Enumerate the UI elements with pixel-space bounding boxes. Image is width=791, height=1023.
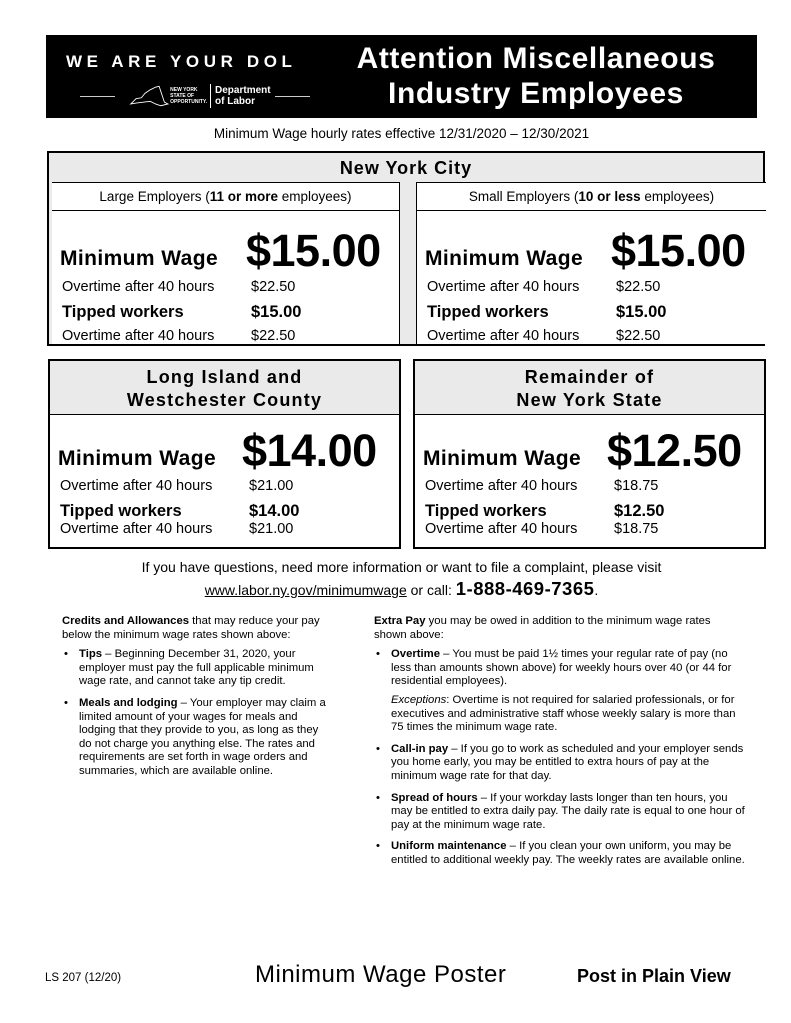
list-item (374, 792, 746, 833)
overtime-label: Overtime after 40 hours (427, 279, 580, 295)
min-wage-value: $15.00 (246, 225, 381, 276)
min-wage-row (423, 423, 753, 475)
contact-info (46, 557, 757, 601)
list-item (374, 840, 746, 867)
exceptions-label: Exceptions (391, 693, 447, 706)
region-title (50, 361, 399, 415)
bullet-icon: • (376, 840, 380, 853)
logo-divider-right (275, 96, 310, 97)
region-title-line1: Long Island and (146, 367, 303, 387)
list-item (374, 648, 746, 735)
contact-line: If you have questions, need more information or want to file a complaint, please visit (141, 559, 662, 575)
item-text: – If you clean your own uniform, you may be entitled to additional weekly pay. The weekly rates are available online. (391, 840, 745, 866)
logo-divider-left (80, 96, 115, 97)
overtime-value: $18.75 (614, 478, 659, 494)
credits-allowances-column (62, 615, 327, 787)
nyc-small-wage-panel (416, 210, 766, 344)
region-title-line2: New York State (516, 390, 663, 410)
bullet-icon: • (376, 742, 380, 755)
tipped-label: Tipped workers (62, 303, 184, 321)
logo-state-text: NEW YORK STATE OF OPPORTUNITY. (170, 87, 208, 105)
item-title: Tips (79, 648, 103, 661)
extra-pay-intro-text: you may be owed in addition to the minimum wage rates shown above: (374, 615, 711, 641)
tipped-label: Tipped workers (425, 502, 547, 520)
logo-dept-text: Department of Labor (215, 85, 271, 107)
overtime-label: Overtime after 40 hours (425, 478, 578, 494)
min-wage-value: $12.50 (607, 425, 742, 476)
nyc-title: New York City (339, 158, 473, 178)
min-wage-row (425, 223, 755, 275)
or-call-text: or call: (406, 582, 456, 598)
item-text: – Beginning December 31, 2020, your employer must pay the full applicable minimum wage rate, and cannot take any tip credit. (79, 648, 314, 688)
poster-title-line1: Attention Miscellaneous (356, 42, 716, 75)
overtime-value: $21.00 (249, 478, 294, 494)
tipped-overtime-value: $22.50 (616, 328, 661, 344)
tipped-overtime-value: $22.50 (251, 328, 296, 344)
nyc-section (47, 151, 765, 346)
poster-title-line2: Industry Employees (388, 77, 684, 110)
min-wage-row (58, 423, 388, 475)
header-text: employees) (278, 189, 352, 204)
form-code: LS 207 (12/20) (45, 972, 122, 984)
item-title: Overtime (391, 648, 440, 661)
tipped-value: $12.50 (614, 502, 665, 520)
large-employers-header (52, 182, 400, 210)
tipped-value: $15.00 (616, 303, 667, 321)
nyc-large-wage-panel (52, 210, 400, 344)
overtime-label: Overtime after 40 hours (60, 478, 213, 494)
tipped-overtime-label: Overtime after 40 hours (60, 521, 213, 537)
tipped-value: $15.00 (251, 303, 302, 321)
item-text: – You must be paid 1½ times your regular rate of pay (no less than amounts shown above) for weekly hours over 40 (or 44 for residential employees). (391, 648, 732, 688)
phone-number: 1-888-469-7365 (455, 578, 595, 599)
nys-dol-logo (80, 82, 310, 110)
header-text: Small Employers ( (468, 189, 579, 204)
header-banner (46, 35, 757, 118)
bullet-icon: • (376, 791, 380, 804)
item-text: – If your workday lasts longer than ten hours, you may be entitled to extra daily pay. The daily rate is equal to one hour of pay at the minimum wage rate. (391, 791, 745, 831)
list-item (62, 648, 327, 689)
min-wage-value: $15.00 (611, 225, 746, 276)
new-york-state-outline-icon (129, 83, 170, 109)
remainder-of-state-section (413, 359, 766, 549)
min-wage-label: Minimum Wage (423, 447, 582, 470)
long-island-westchester-section (48, 359, 401, 549)
logo-separator (210, 84, 211, 108)
exceptions-text: : Overtime is not required for salaried professionals, or for executives and administrative staff whose weekly salary is more than 75 times the minimum wage rate. (391, 693, 736, 734)
dol-tagline: WE ARE YOUR DOL (66, 52, 297, 71)
min-wage-value: $14.00 (242, 425, 377, 476)
effective-dates: Minimum Wage hourly rates effective 12/31/2020 – 12/30/2021 (213, 126, 590, 141)
minimum-wage-link[interactable]: www.labor.ny.gov/minimumwage (204, 582, 407, 598)
overtime-value: $22.50 (251, 279, 296, 295)
list-item (62, 697, 327, 779)
header-text: Large Employers ( (99, 189, 210, 204)
list-item (374, 743, 746, 784)
post-instruction: Post in Plain View (577, 966, 731, 986)
overtime-exceptions (391, 694, 746, 735)
item-title: Meals and lodging (79, 696, 178, 709)
item-title: Uniform maintenance (391, 840, 507, 853)
tipped-overtime-value: $21.00 (249, 521, 294, 537)
bullet-icon: • (64, 696, 68, 709)
tipped-overtime-label: Overtime after 40 hours (425, 521, 578, 537)
overtime-label: Overtime after 40 hours (62, 279, 215, 295)
region-title (415, 361, 764, 415)
overtime-value: $22.50 (616, 279, 661, 295)
credits-intro-text: that may reduce your pay below the minimum wage rates shown above: (62, 615, 320, 641)
extra-pay-list (374, 648, 746, 867)
min-wage-row (60, 223, 390, 275)
tipped-label: Tipped workers (60, 502, 182, 520)
credits-list (62, 648, 327, 778)
region-title-line2: Westchester County (126, 390, 323, 410)
credits-heading: Credits and Allowances (62, 615, 190, 627)
tipped-overtime-value: $18.75 (614, 521, 659, 537)
extra-pay-column (374, 615, 746, 876)
extra-pay-heading: Extra Pay (374, 615, 426, 627)
header-bold-text: 11 or more (209, 189, 279, 204)
item-title: Call-in pay (391, 742, 449, 755)
period: . (594, 582, 599, 598)
item-title: Spread of hours (391, 791, 478, 804)
bullet-icon: • (376, 648, 380, 661)
extra-pay-intro (374, 615, 746, 642)
credits-intro (62, 615, 327, 642)
poster-title (326, 41, 746, 111)
region-title-line1: Remainder of (524, 367, 655, 387)
tipped-label: Tipped workers (427, 303, 549, 321)
tipped-value: $14.00 (249, 502, 300, 520)
min-wage-label: Minimum Wage (60, 247, 219, 270)
tipped-overtime-label: Overtime after 40 hours (62, 328, 215, 344)
footer-title: Minimum Wage Poster (255, 961, 507, 988)
header-bold-text: 10 or less (578, 189, 641, 204)
contact-line-2 (46, 578, 757, 601)
item-text: – Your employer may claim a limited amount of your wages for meals and lodging that they provide to you, as long as they do not charge you anything else. The rates and requirements are set forth in wage orders and summaries, which are available online. (79, 696, 326, 777)
min-wage-label: Minimum Wage (58, 447, 217, 470)
min-wage-label: Minimum Wage (425, 247, 584, 270)
small-employers-header (416, 182, 766, 210)
tipped-overtime-label: Overtime after 40 hours (427, 328, 580, 344)
item-text: – If you go to work as scheduled and your employer sends you home early, you may be entitled to extra hours of pay at the minimum wage rate for that day. (391, 742, 744, 782)
header-text: employees) (640, 189, 715, 204)
bullet-icon: • (64, 648, 68, 661)
